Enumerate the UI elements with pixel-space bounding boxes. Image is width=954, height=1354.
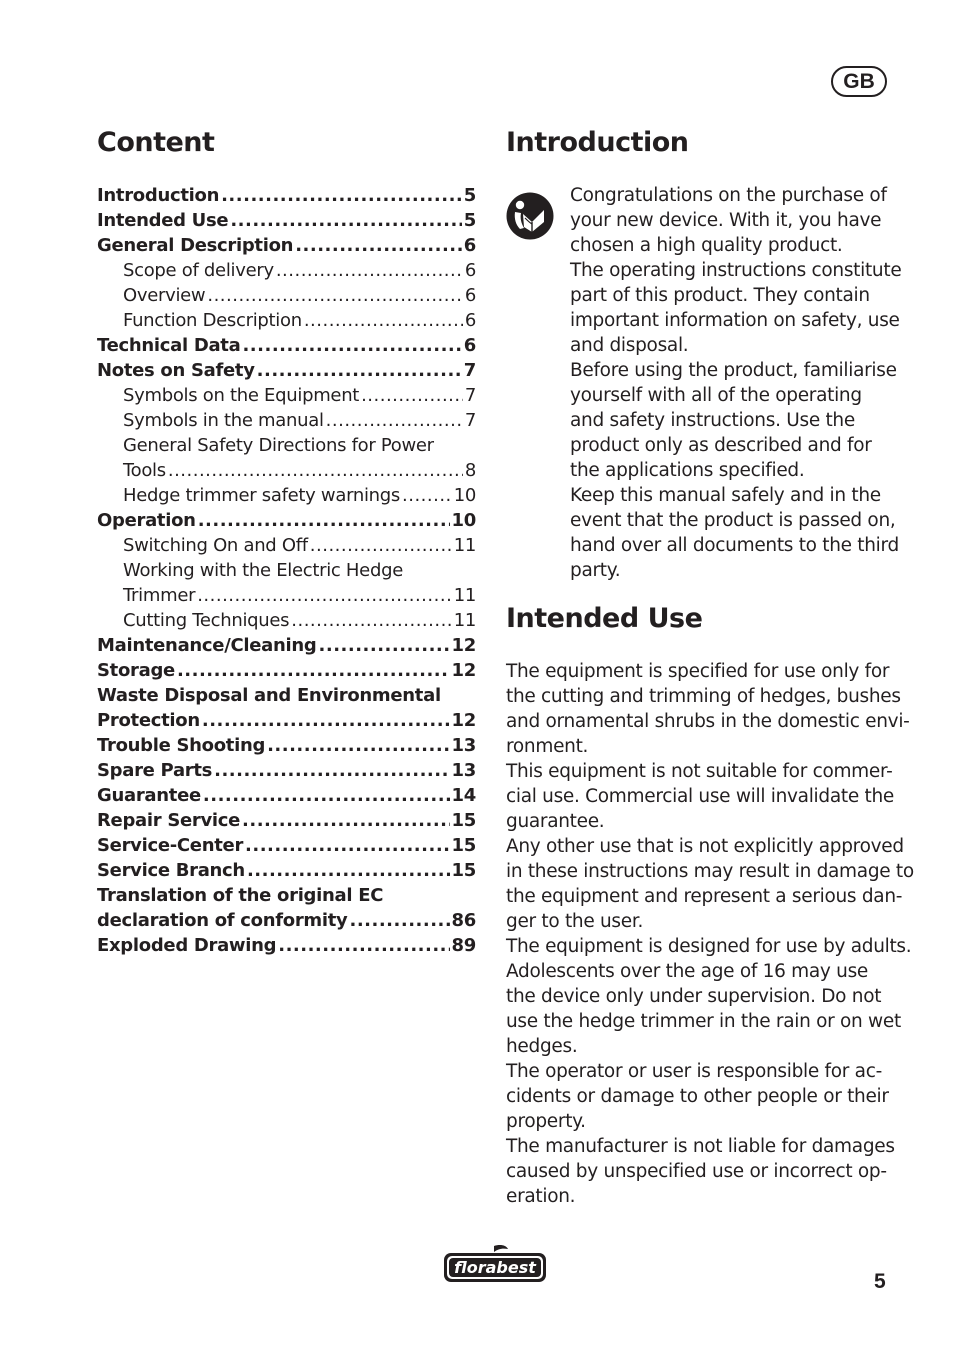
toc-leader-dots (214, 758, 449, 783)
toc-leader-dots (242, 333, 461, 358)
toc-entry (97, 508, 476, 533)
toc-page-number: 6 (463, 335, 476, 356)
toc-entry-title: Function Description (123, 310, 302, 331)
toc-leader-dots (247, 858, 450, 883)
text-line: hand over all documents to the third (570, 535, 899, 556)
toc-entry (97, 433, 476, 458)
toc-page-number: 6 (463, 235, 476, 256)
toc-page-number: 89 (451, 935, 476, 956)
toc-leader-dots (267, 733, 449, 758)
toc-entry (97, 733, 476, 758)
toc-page-number: 12 (451, 635, 476, 656)
text-line: property. (506, 1111, 586, 1132)
toc-entry-title: Overview (123, 285, 206, 306)
toc-leader-dots (202, 708, 450, 733)
toc-leader-dots (278, 933, 449, 958)
toc-page-number: 6 (464, 285, 476, 306)
toc-entry-title: Scope of delivery (123, 260, 274, 281)
text-line: part of this product. They contain (570, 285, 870, 306)
text-line: ger to the user. (506, 911, 644, 932)
toc-entry-title: Storage (97, 660, 175, 681)
toc-page-number: 11 (453, 535, 476, 556)
toc-entry-title: Introduction (97, 185, 220, 206)
text-line: guarantee. (506, 811, 605, 832)
text-line: The operator or user is responsible for ac- (506, 1061, 882, 1082)
text-line: eration. (506, 1186, 576, 1207)
content-heading: Content (97, 127, 215, 158)
text-line: in these instructions may result in damage to (506, 861, 914, 882)
svg-text:florabest: florabest (454, 1258, 536, 1277)
text-line: and disposal. (570, 335, 689, 356)
toc-entry-title: Protection (97, 710, 200, 731)
toc-leader-dots (242, 808, 450, 833)
text-line: use the hedge trimmer in the rain or on wet (506, 1011, 901, 1032)
toc-entry-title: Waste Disposal and Environmental (97, 685, 441, 706)
toc-page-number: 7 (464, 385, 476, 406)
text-line: yourself with all of the operating (570, 385, 862, 406)
text-line: event that the product is passed on, (570, 510, 896, 531)
toc-page-number: 10 (451, 510, 476, 531)
toc-entry-title: Spare Parts (97, 760, 213, 781)
introduction-heading: Introduction (506, 127, 689, 158)
toc-page-number: 5 (463, 210, 476, 231)
toc-entry-title: declaration of conformity (97, 910, 348, 931)
toc-entry-title: Trouble Shooting (97, 735, 266, 756)
toc-page-number: 12 (451, 710, 476, 731)
toc-page-number: 6 (464, 310, 476, 331)
toc-leader-dots (402, 483, 452, 508)
toc-entry-title: Technical Data (97, 335, 241, 356)
toc-page-number: 15 (451, 860, 476, 881)
toc-entry-title: Translation of the original EC (97, 885, 384, 906)
toc-entry (97, 283, 476, 308)
toc-entry (97, 233, 476, 258)
toc-page-number: 11 (453, 610, 476, 631)
toc-leader-dots (245, 833, 450, 858)
toc-entry (97, 308, 476, 333)
toc-entry-title: General Safety Directions for Power (123, 435, 434, 456)
toc-page-number: 7 (464, 410, 476, 431)
toc-page-number: 11 (453, 585, 476, 606)
toc-entry (97, 808, 476, 833)
toc-entry (97, 608, 476, 633)
text-line: Congratulations on the purchase of (570, 185, 887, 206)
text-line: Before using the product, familiarise (570, 360, 897, 381)
toc-entry-title: Intended Use (97, 210, 229, 231)
toc-entry (97, 408, 476, 433)
toc-entry (97, 658, 476, 683)
introduction-text (570, 183, 901, 583)
toc-entry-title: Guarantee (97, 785, 201, 806)
text-line: the device only under supervision. Do not (506, 986, 882, 1007)
text-line: the cutting and trimming of hedges, bushes (506, 686, 901, 707)
intended-use-text (506, 659, 914, 1209)
toc-page-number: 13 (451, 735, 476, 756)
text-line: The equipment is designed for use by adults. (506, 936, 912, 957)
toc-leader-dots (221, 183, 462, 208)
toc-entry (97, 708, 476, 733)
toc-page-number: 7 (463, 360, 476, 381)
text-line: Keep this manual safely and in the (570, 485, 881, 506)
toc-entry (97, 558, 476, 583)
toc-entry (97, 583, 476, 608)
text-line: The equipment is specified for use only for (506, 661, 890, 682)
toc-leader-dots (230, 208, 461, 233)
text-line: cidents or damage to other people or their (506, 1086, 889, 1107)
toc-entry (97, 883, 476, 908)
toc-entry (97, 183, 476, 208)
toc-entry (97, 533, 476, 558)
text-line: and ornamental shrubs in the domestic envi- (506, 711, 910, 732)
toc-entry-title: General Description (97, 235, 294, 256)
toc-entry (97, 833, 476, 858)
toc-page-number: 10 (453, 485, 476, 506)
toc-leader-dots (326, 408, 463, 433)
toc-leader-dots (257, 358, 462, 383)
toc-leader-dots (198, 508, 450, 533)
toc-entry (97, 208, 476, 233)
toc-page-number: 15 (451, 810, 476, 831)
text-line: party. (570, 560, 621, 581)
toc-leader-dots (203, 783, 450, 808)
read-manual-icon (506, 192, 554, 240)
toc-page-number: 6 (464, 260, 476, 281)
toc-page-number: 8 (464, 460, 476, 481)
toc-entry (97, 483, 476, 508)
toc-entry-title: Cutting Techniques (123, 610, 290, 631)
toc-leader-dots (310, 533, 452, 558)
table-of-contents (97, 183, 476, 958)
toc-leader-dots (168, 458, 463, 483)
toc-entry (97, 333, 476, 358)
toc-entry-title: Symbols in the manual (123, 410, 324, 431)
toc-page-number: 13 (451, 760, 476, 781)
toc-entry (97, 758, 476, 783)
toc-page-number: 14 (451, 785, 476, 806)
text-line: Adolescents over the age of 16 may use (506, 961, 868, 982)
text-line: The manufacturer is not liable for damages (506, 1136, 895, 1157)
toc-page-number: 15 (451, 835, 476, 856)
text-line: and safety instructions. Use the (570, 410, 855, 431)
language-badge: GB (831, 66, 887, 97)
toc-entry-title: Switching On and Off (123, 535, 308, 556)
text-line: caused by unspecified use or incorrect op- (506, 1161, 887, 1182)
toc-entry (97, 933, 476, 958)
text-line: The operating instructions constitute (570, 260, 902, 281)
toc-entry-title: Service Branch (97, 860, 245, 881)
toc-leader-dots (207, 283, 462, 308)
toc-entry-title: Repair Service (97, 810, 241, 831)
toc-entry (97, 858, 476, 883)
toc-leader-dots (197, 583, 451, 608)
toc-entry (97, 633, 476, 658)
page-number: 5 (874, 1270, 886, 1293)
toc-leader-dots (361, 383, 463, 408)
toc-entry-title: Notes on Safety (97, 360, 255, 381)
toc-entry-title: Working with the Electric Hedge (123, 560, 403, 581)
intended-use-heading: Intended Use (506, 603, 703, 634)
toc-leader-dots (177, 658, 450, 683)
text-line: chosen a high quality product. (570, 235, 843, 256)
text-line: product only as described and for (570, 435, 872, 456)
text-line: cial use. Commercial use will invalidate the (506, 786, 894, 807)
toc-entry-title: Operation (97, 510, 196, 531)
text-line: the applications specified. (570, 460, 805, 481)
toc-leader-dots (276, 258, 463, 283)
toc-entry-title: Maintenance/Cleaning (97, 635, 317, 656)
text-line: ronment. (506, 736, 589, 757)
toc-leader-dots (295, 233, 462, 258)
toc-leader-dots (304, 308, 463, 333)
toc-entry-title: Trimmer (123, 585, 196, 606)
toc-entry-title: Exploded Drawing (97, 935, 277, 956)
toc-leader-dots (291, 608, 451, 633)
toc-entry-title: Hedge trimmer safety warnings (123, 485, 400, 506)
toc-entry (97, 908, 476, 933)
toc-entry (97, 783, 476, 808)
text-line: This equipment is not suitable for commer- (506, 761, 893, 782)
text-line: important information on safety, use (570, 310, 900, 331)
toc-page-number: 12 (451, 660, 476, 681)
toc-entry (97, 683, 476, 708)
text-line: the equipment and represent a serious dan- (506, 886, 903, 907)
toc-page-number: 86 (451, 910, 476, 931)
toc-entry-title: Tools (123, 460, 166, 481)
toc-entry-title: Symbols on the Equipment (123, 385, 360, 406)
toc-entry (97, 458, 476, 483)
toc-leader-dots (349, 908, 449, 933)
text-line: your new device. With it, you have (570, 210, 882, 231)
toc-leader-dots (319, 633, 450, 658)
toc-page-number: 5 (463, 185, 476, 206)
toc-entry (97, 258, 476, 283)
florabest-logo (442, 1243, 548, 1285)
toc-entry (97, 358, 476, 383)
toc-entry-title: Service-Center (97, 835, 244, 856)
toc-entry (97, 383, 476, 408)
text-line: hedges. (506, 1036, 578, 1057)
text-line: Any other use that is not explicitly approved (506, 836, 904, 857)
